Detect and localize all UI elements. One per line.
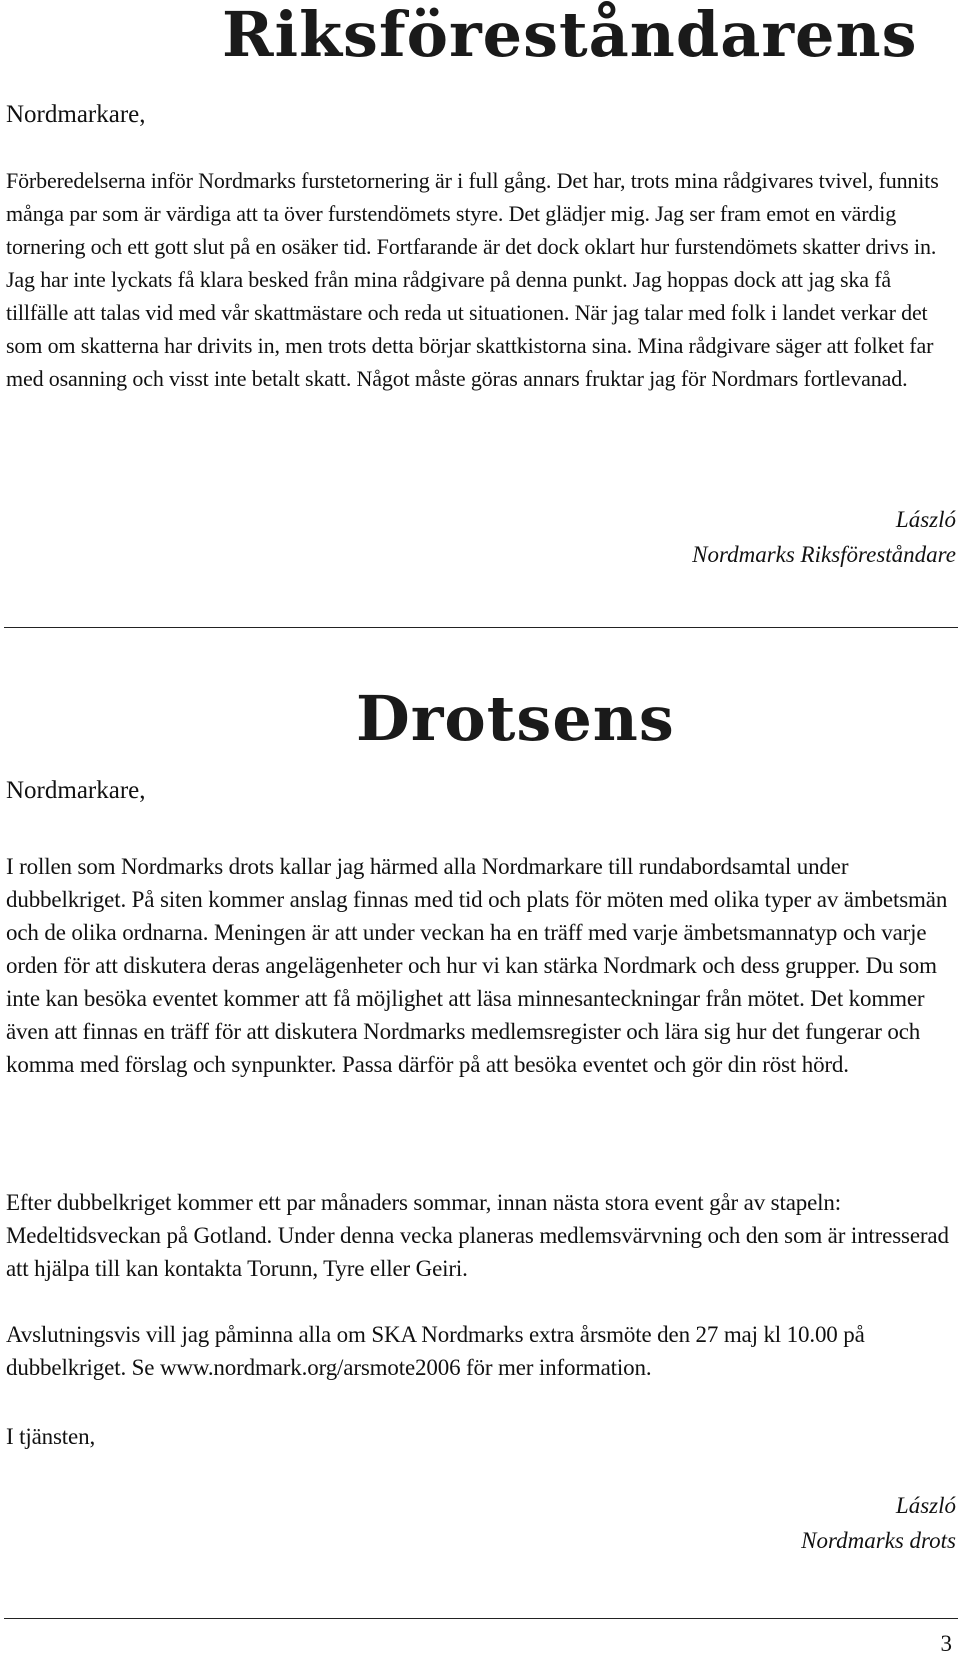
signature-name: László [895,1493,956,1518]
greeting: Nordmarkare, [6,101,146,128]
page-number: 3 [940,1631,952,1656]
signature-title: Nordmarks drots [801,1528,956,1553]
greeting: Nordmarkare, [6,777,146,804]
letter-body-paragraph: Avslutningsvis vill jag påminna alla om SKA Nordmarks extra årsmöte den 27 maj kl 10.00 på dubbelkriget. Se www.nordmark.org/arsmote2006 för mer information. [6,1322,865,1380]
letter-body-paragraph: Förberedelserna inför Nordmarks furstetornering är i full gång. Det har, trots mina rådgivares tvivel, funnits många par som är värdiga att ta över furstendömets styre. Det glädjer mig. Jag ser fram emot en värdig tornering och ett gott slut på en osäker tid. Fortfarande är det dock oklart hur furstendömets skatter drivs in. Jag har inte lyckats få klara besked från mina rådgivare på denna punkt. Jag hoppas dock att jag ska få tillfälle att talas vid med vår skattmästare och reda ut situationen. När jag talar med folk i landet verkar det som om skatterna har drivits in, men trots detta börjar skattkistorna sina. Mina rådgivare säger att folket far med osanning och visst inte betalt skatt. Något måste göras annars fruktar jag för Nordmars fortlevanad. [6,168,939,391]
signature-title: Nordmarks Riksföreståndare [692,542,956,567]
letter-body-paragraph: I rollen som Nordmarks drots kallar jag härmed alla Nordmarkare till rundabordsamtal under dubbelkriget. På siten kommer anslag finnas med tid och plats för möten med olika typer av ämbetsmän och de olika ordnarna. Meningen är att under veckan ha en träff med varje ämbetsmannatyp och varje orden för att diskutera deras angelägenheter och hur vi kan stärka Nordmark och dess grupper. Du som inte kan besöka eventet kommer att få möjlighet att läsa minnesanteckningar från mötet. Det kommer även att finnas en träff för att diskutera Nordmarks medlemsregister och lära sig hur det fungerar och komma med förslag och synpunkter. Passa därför på att besöka eventet och gör din röst hörd. [6,854,948,1077]
section-divider [4,627,958,628]
signature-block [801,1488,956,1558]
signature-name: László [895,507,956,532]
section-heading-riksforestandarens: Riksföreståndarens [222,0,918,71]
letter-body-paragraph: Efter dubbelkriget kommer ett par månaders sommar, innan nästa stora event går av stapeln: Medeltidsveckan på Gotland. Under denna vecka planeras medlemsvärvning och den som är intresserad att hjälpa till kan kontakta Torunn, Tyre eller Geiri. [6,1190,949,1281]
section-heading-drotsens: Drotsens [356,682,675,755]
closing-phrase: I tjänsten, [6,1424,96,1449]
signature-block [692,502,956,572]
footer-divider [4,1618,958,1619]
